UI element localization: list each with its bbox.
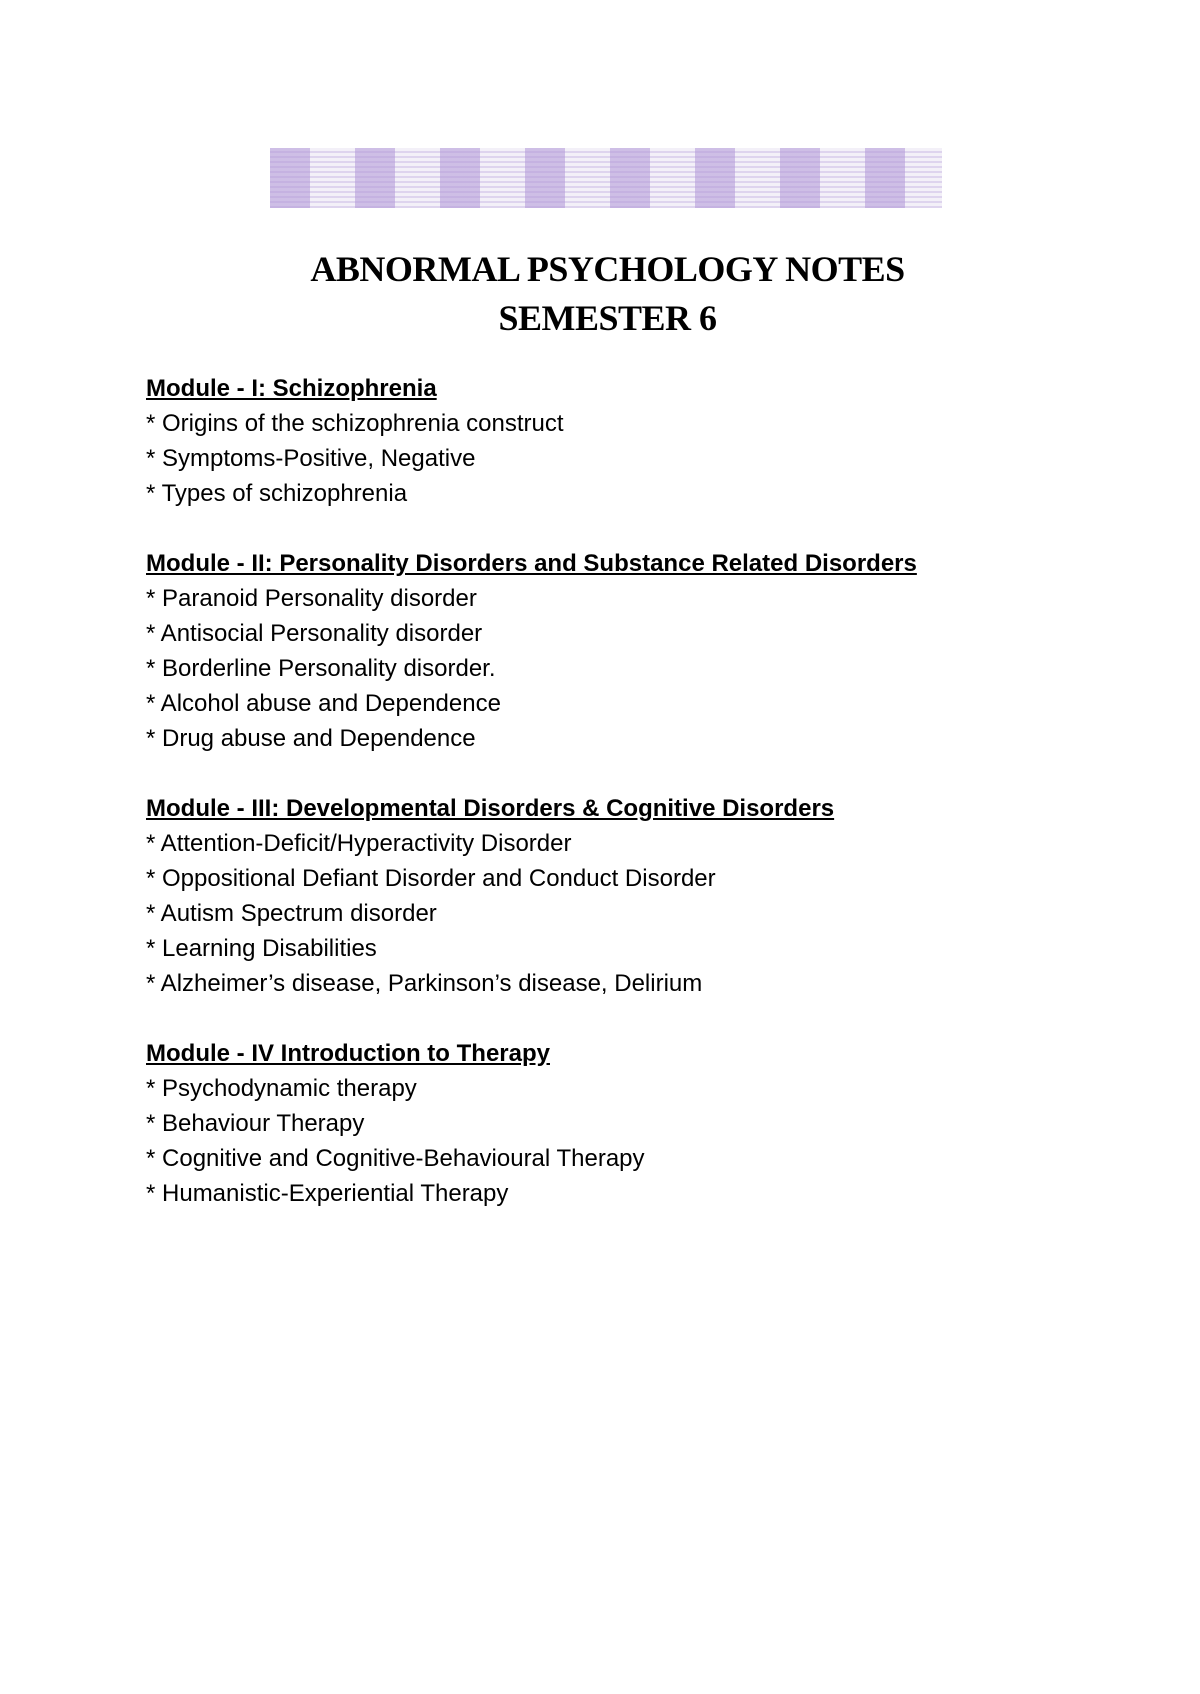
module-heading: Module - I: Schizophrenia	[146, 375, 437, 402]
module-heading: Module - II: Personality Disorders and Substance Related Disorders	[146, 550, 917, 577]
topic-item: * Drug abuse and Dependence	[146, 725, 476, 752]
topic-item: * Paranoid Personality disorder	[146, 585, 477, 612]
module-2	[146, 546, 1166, 756]
module-heading: Module - III: Developmental Disorders & Cognitive Disorders	[146, 795, 835, 822]
topic-item: * Behaviour Therapy	[146, 1110, 365, 1137]
decorative-banner	[270, 148, 942, 208]
module-4	[146, 1036, 1166, 1211]
module-1	[146, 371, 1166, 511]
page-title: ABNORMAL PSYCHOLOGY NOTES	[310, 249, 905, 289]
topic-item: * Alzheimer’s disease, Parkinson’s disease, Delirium	[146, 970, 703, 997]
topic-list	[146, 581, 1166, 756]
topic-item: * Psychodynamic therapy	[146, 1075, 417, 1102]
topic-item: * Humanistic-Experiential Therapy	[146, 1180, 509, 1207]
syllabus-content	[146, 371, 1166, 1246]
topic-item: * Learning Disabilities	[146, 935, 377, 962]
page-subtitle: SEMESTER 6	[498, 298, 717, 338]
topic-item: * Cognitive and Cognitive-Behavioural Therapy	[146, 1145, 645, 1172]
topic-item: * Borderline Personality disorder.	[146, 655, 496, 682]
topic-item: * Oppositional Defiant Disorder and Conduct Disorder	[146, 865, 716, 892]
topic-item: * Alcohol abuse and Dependence	[146, 690, 501, 717]
topic-item: * Origins of the schizophrenia construct	[146, 410, 564, 437]
module-heading: Module - IV Introduction to Therapy	[146, 1040, 550, 1067]
topic-item: * Attention-Deficit/Hyperactivity Disorder	[146, 830, 572, 857]
topic-list	[146, 826, 1166, 1001]
topic-item: * Autism Spectrum disorder	[146, 900, 437, 927]
topic-list	[146, 1071, 1166, 1211]
topic-item: * Symptoms-Positive, Negative	[146, 445, 476, 472]
topic-list	[146, 406, 1166, 511]
topic-item: * Antisocial Personality disorder	[146, 620, 483, 647]
topic-item: * Types of schizophrenia	[146, 480, 408, 507]
module-3	[146, 791, 1166, 1001]
